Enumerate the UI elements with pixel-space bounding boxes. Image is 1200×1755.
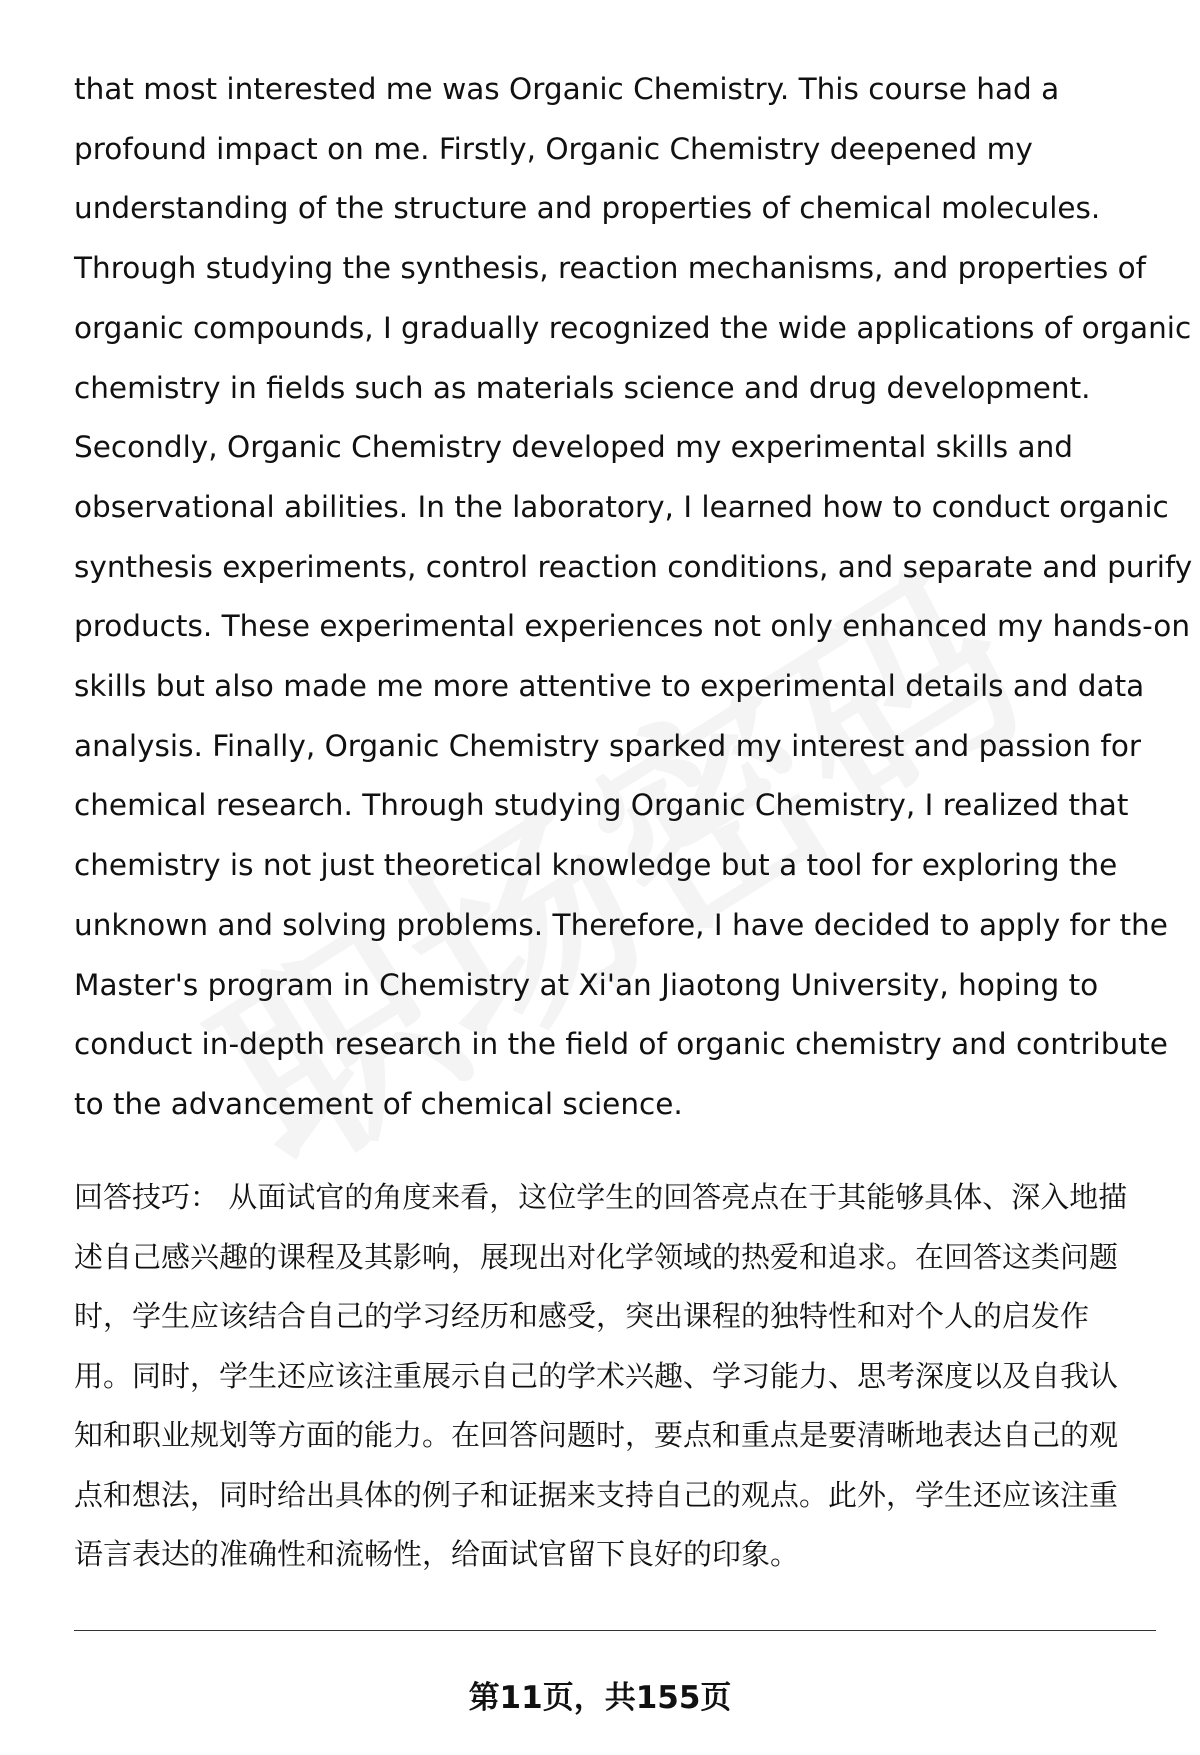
paragraph-line: products. These experimental experiences not only enhanced my hands-on [74, 609, 1191, 644]
footer-divider [74, 1630, 1156, 1631]
paragraph-line: Master's program in Chemistry at Xi'an Jiaotong University, hoping to [74, 967, 1099, 1002]
tips-line: 知和职业规划等方面的能力。在回答问题时，要点和重点是要清晰地表达自己的观 [74, 1418, 1119, 1452]
paragraph-line: observational abilities. In the laboratory, I learned how to conduct organic [74, 489, 1169, 524]
paragraph-line: chemical research. Through studying Organic Chemistry, I realized that [74, 788, 1129, 823]
paragraph-line: analysis. Finally, Organic Chemistry sparked my interest and passion for [74, 728, 1141, 763]
paragraph-line: organic compounds, I gradually recognized the wide applications of organic [74, 310, 1192, 345]
tips-line: 述自己感兴趣的课程及其影响，展现出对化学领域的热爱和追求。在回答这类问题 [74, 1239, 1119, 1274]
tips-line: 语言表达的准确性和流畅性，给面试官留下良好的印象。 [74, 1537, 800, 1571]
tips-line: 时，学生应该结合自己的学习经历和感受，突出课程的独特性和对个人的启发作 [74, 1299, 1090, 1333]
paragraph-line: chemistry is not just theoretical knowledge but a tool for exploring the [74, 848, 1118, 883]
english-paragraph [74, 60, 1193, 1135]
paragraph-line: unknown and solving problems. Therefore, I have decided to apply for the [74, 907, 1168, 942]
tips-line: 回答技巧： 从面试官的角度来看，这位学生的回答亮点在于其能够具体、深入地描 [74, 1180, 1128, 1214]
paragraph-line: that most interested me was Organic Chemistry. This course had a [74, 72, 1060, 106]
paragraph-line: to the advancement of chemical science. [74, 1086, 683, 1121]
paragraph-line: chemistry in fields such as materials science and drug development. [74, 370, 1091, 405]
paragraph-line: skills but also made me more attentive to experimental details and data [74, 669, 1145, 704]
paragraph-line: conduct in-depth research in the field of organic chemistry and contribute [74, 1027, 1168, 1062]
paragraph-line: understanding of the structure and properties of chemical molecules. [74, 191, 1101, 226]
tips-line: 用。同时，学生还应该注重展示自己的学术兴趣、学习能力、思考深度以及自我认 [74, 1358, 1119, 1393]
paragraph-line: synthesis experiments, control reaction conditions, and separate and purify [74, 549, 1193, 584]
paragraph-line: profound impact on me. Firstly, Organic Chemistry deepened my [74, 131, 1033, 166]
paragraph-line: Secondly, Organic Chemistry developed my experimental skills and [74, 430, 1074, 465]
paragraph-line: Through studying the synthesis, reaction mechanisms, and properties of [74, 251, 1147, 286]
answer-tips-paragraph [74, 1168, 1164, 1585]
tips-line: 点和想法，同时给出具体的例子和证据来支持自己的观点。此外，学生还应该注重 [74, 1477, 1119, 1512]
page-number: 第11页，共155页 [468, 1680, 732, 1716]
